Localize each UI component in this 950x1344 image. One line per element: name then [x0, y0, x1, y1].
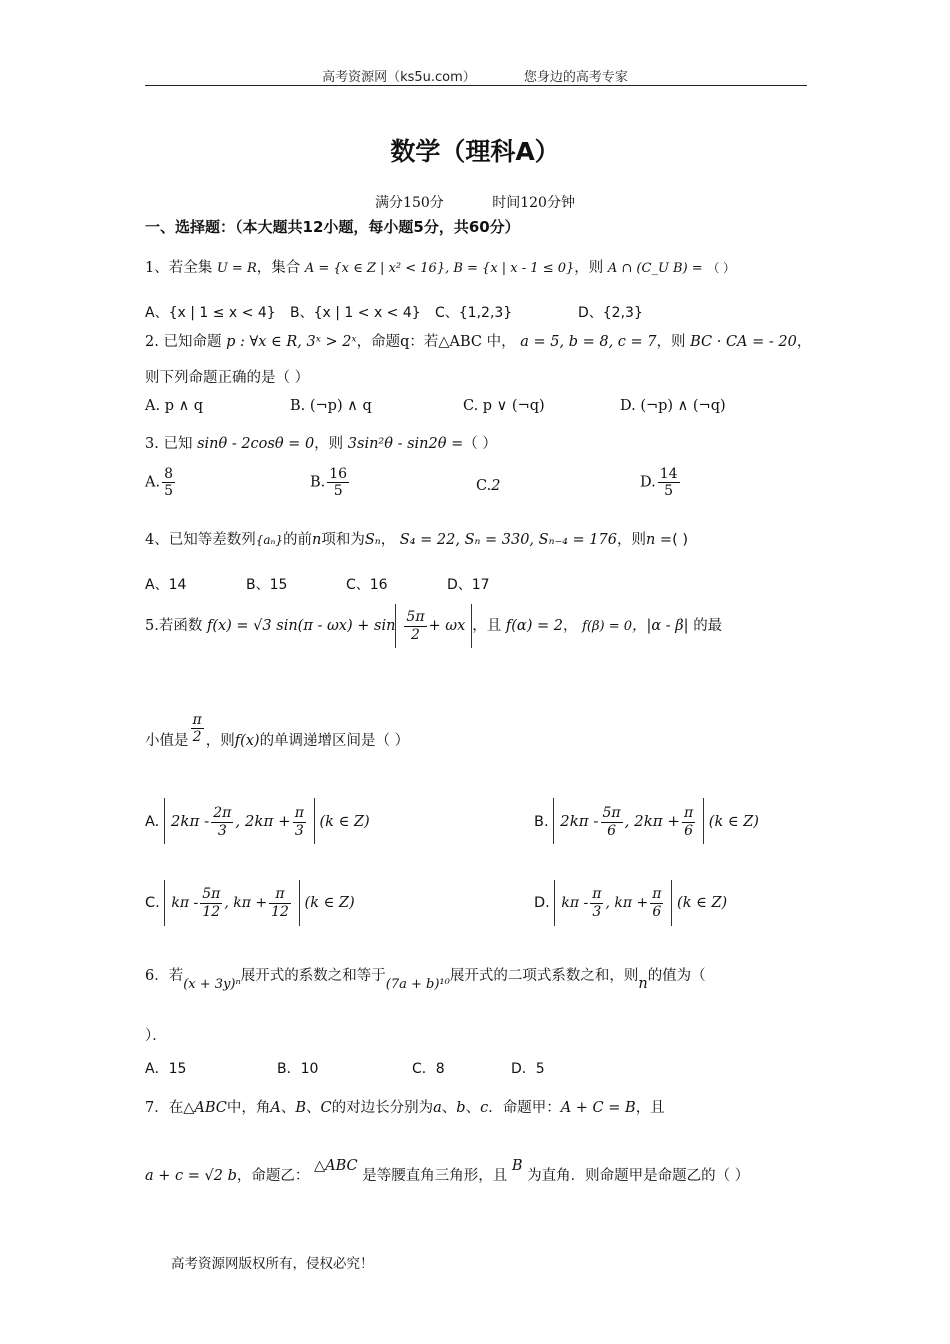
section-title: 一、选择题：（本大题共12小题，每小题5分，共60分） [145, 218, 520, 236]
q5-line2-end: 的单调递增区间是（ ） [259, 733, 410, 750]
q7-end: ，且 [635, 1100, 665, 1116]
question-3 [145, 432, 497, 453]
q1-option-b[interactable]: B、{x | 1 < x < 4} [290, 305, 421, 321]
q5-line2-mid: ，则 [205, 733, 235, 750]
q3-option-b[interactable] [310, 466, 351, 499]
q6-expansion-1: (x + 3y)ⁿ [183, 977, 241, 992]
q6-mid: 展开式的系数之和等于 [240, 968, 386, 984]
q3-answer-paren: （ ） [463, 436, 497, 452]
q7-line2-b: B [511, 1158, 523, 1174]
q7-mid: 中，角 [226, 1100, 271, 1116]
page-header [0, 66, 950, 85]
q2-option-c[interactable]: C. p ∨ (¬q) [463, 398, 545, 414]
q6-lead: 6．若 [145, 968, 184, 984]
q5-condition-3: ，|α - β| [632, 618, 689, 634]
q1-option-d[interactable]: D、{2,3} [578, 305, 643, 321]
q4-comma: ， [380, 532, 396, 548]
header-site: 高考资源网（ks5u.com） [322, 70, 476, 85]
q6-option-a[interactable]: A．15 [145, 1061, 187, 1077]
q4-mid: 的前 [283, 532, 313, 548]
q5-option-a-interval: 2kπ - $\frac{2\pi}{3}$ , 2kπ + $\frac{\pi}{3}$ [164, 798, 315, 844]
q7-mid2: 的对边长分别为 [331, 1100, 434, 1116]
q2-proposition-q: q：若△ABC 中， [400, 334, 516, 350]
q5-pi-half: $\frac{\pi}{2}$ [192, 712, 202, 746]
q7-angle-b: B [295, 1100, 307, 1116]
q7-angle-a: A [270, 1100, 281, 1116]
q6-end: 的值为（ [647, 968, 706, 984]
q7-side-c: c [480, 1100, 489, 1116]
q7-sep-4: 、 [465, 1100, 481, 1116]
q5-option-a-label: A. [145, 814, 160, 830]
q6-option-c[interactable]: C．8 [412, 1061, 445, 1077]
q7-line-2 [145, 1158, 749, 1185]
q3-option-c-label: C. [476, 478, 492, 494]
q4-sn: Sₙ [364, 532, 381, 548]
page-title: 数学（理科A） [390, 137, 560, 166]
q5-option-a-cond: (k ∈ Z) [319, 814, 370, 830]
q2-vector-product: BC · CA = - 20 [690, 334, 797, 350]
q5-comma: ， [562, 618, 578, 634]
q2-side-values: a = 5, b = 8, c = 7 [520, 334, 657, 350]
q3-option-c-value: 2 [491, 478, 501, 494]
q2-end: ， [796, 334, 812, 350]
q6-expansion-2: (7a + b)¹⁰ [385, 977, 450, 992]
q2-option-b[interactable]: B. (¬p) ∧ q [290, 398, 372, 414]
q5-condition-2: f(β) = 0 [582, 619, 632, 634]
q5-paren-group: $\frac{5\pi}{2}$ + ωx [395, 604, 472, 648]
q5-end: 的最 [693, 618, 723, 634]
q4-option-d[interactable]: D、17 [447, 577, 490, 593]
q2-option-d[interactable]: D. (¬p) ∧ (¬q) [620, 398, 726, 414]
q5-option-b-interval: 2kπ - $\frac{5\pi}{6}$ , 2kπ + $\frac{\pi}{6}$ [553, 798, 704, 844]
page-footer: 高考资源网版权所有，侵权必究！ [171, 1256, 374, 1272]
q6-n: n [638, 976, 648, 992]
q5-option-b[interactable] [534, 798, 759, 845]
q3-expression: 3sin²θ - sin2θ = [347, 436, 464, 452]
q5-option-c[interactable] [145, 880, 355, 926]
q7-line2-expr: a + c = √2 b [145, 1168, 237, 1184]
q4-sequence: {aₙ} [255, 533, 284, 547]
q1-option-c[interactable]: C、{1,2,3} [435, 305, 513, 321]
q3-lead: 3. 已知 [145, 436, 193, 452]
q5-option-b-cond: (k ∈ Z) [708, 814, 759, 830]
q5-condition-1: f(α) = 2 [505, 618, 563, 634]
q6-line-2: ）． [145, 1028, 167, 1044]
q7-sep-1: 、 [280, 1100, 296, 1116]
q5-line2-lead: 小值是 [145, 733, 189, 750]
question-6 [145, 964, 706, 992]
q4-answer-paren: ( ) [672, 532, 689, 548]
q5-line2-fx: f(x) [234, 733, 260, 750]
question-2 [145, 330, 811, 351]
q1-then: ，则 [574, 260, 604, 276]
q4-option-c[interactable]: C、16 [346, 577, 388, 593]
q5-option-d-label: D. [534, 895, 550, 911]
q7-proposition-jia: A + C = B [560, 1100, 636, 1116]
q3-mid: ，则 [314, 436, 344, 452]
q2-option-a[interactable]: A. p ∧ q [145, 398, 204, 414]
full-score: 满分150分 [375, 195, 444, 211]
q5-line-2 [145, 712, 409, 763]
q4-n: n [312, 532, 322, 548]
q7-mid3: ．命题甲： [488, 1100, 561, 1116]
q3-option-b-fraction: $\frac{16}{5}$ [329, 466, 348, 500]
q5-option-a[interactable] [145, 798, 370, 845]
q7-side-b: b [456, 1100, 466, 1116]
q3-option-d[interactable] [640, 466, 682, 499]
question-1 [145, 256, 735, 277]
q1-expression: A ∩ (C_U B) = [607, 261, 703, 276]
q1-mid: ，集合 [256, 260, 301, 276]
q4-ask: n = [645, 532, 673, 548]
q5-option-c-interval: kπ - $\frac{5\pi}{12}$ , kπ + $\frac{\pi}{12}$ [164, 880, 300, 926]
header-rule [145, 85, 807, 86]
q5-function: f(x) = √3 sin(π - ωx) + sin [206, 618, 396, 634]
q7-side-a: a [433, 1100, 442, 1116]
q1-sets: A = {x ∈ Z | x² < 16}, B = {x | x - 1 ≤ 0} [304, 261, 575, 276]
q2-proposition-p: p : ∀x ∈ R, 3ˣ > 2ˣ [226, 334, 357, 350]
q7-sep-3: 、 [441, 1100, 457, 1116]
q7-angle-c: C [320, 1100, 332, 1116]
q3-option-b-label: B. [310, 474, 326, 491]
q3-option-a-label: A. [145, 474, 161, 491]
q7-sep-2: 、 [306, 1100, 321, 1116]
q3-option-d-label: D. [640, 474, 656, 491]
q4-then: ，则 [616, 532, 646, 548]
q4-lead: 4、已知等差数列 [145, 532, 256, 548]
q2-lead: 2. 已知命题 [145, 334, 222, 350]
q5-option-c-label: C. [145, 895, 160, 911]
question-7 [145, 1096, 665, 1117]
q7-line2-text: 是等腰直角三角形，且 [362, 1168, 508, 1184]
q6-option-b[interactable]: B．10 [277, 1061, 319, 1077]
q7-line2-triangle: △ABC [313, 1158, 358, 1174]
q7-lead: 7．在 [145, 1100, 184, 1116]
q2-then: ，则 [656, 334, 686, 350]
question-5 [145, 604, 722, 649]
q6-mid2: 展开式的二项式系数之和，则 [449, 968, 639, 984]
question-4 [145, 528, 688, 549]
q2-mid: ，命题 [356, 334, 401, 350]
q7-triangle: △ABC [183, 1100, 227, 1116]
q4-option-a[interactable]: A、14 [145, 577, 187, 593]
q6-option-d[interactable]: D．5 [511, 1061, 545, 1077]
q4-option-b[interactable]: B、15 [246, 577, 288, 593]
q4-mid2: 项和为 [321, 532, 365, 548]
q5-mid: ，且 [472, 618, 502, 634]
q7-line2-end: 为直角．则命题甲是命题乙的（ ） [527, 1168, 750, 1184]
q5-lead: 5.若函数 [145, 618, 203, 634]
q1-option-a[interactable]: A、{x | 1 ≤ x < 4} [145, 305, 276, 321]
q3-option-c[interactable] [476, 478, 500, 494]
q5-option-d[interactable] [534, 880, 727, 926]
time-limit: 时间120分钟 [492, 195, 575, 211]
q1-answer-paren: （ ） [707, 261, 736, 275]
q7-line2-mid: ，命题乙： [236, 1168, 310, 1184]
q5-option-c-cond: (k ∈ Z) [304, 895, 355, 911]
q3-option-a[interactable] [145, 466, 177, 499]
q4-values: S₄ = 22, Sₙ = 330, Sₙ₋₄ = 176 [399, 532, 617, 548]
q3-condition: sinθ - 2cosθ = 0 [197, 436, 315, 452]
exam-meta [0, 192, 950, 212]
header-slogan: 您身边的高考专家 [523, 70, 628, 85]
q1-universal-set: U = R [216, 261, 257, 276]
q5-option-b-label: B. [534, 814, 549, 830]
q3-option-d-fraction: $\frac{14}{5}$ [659, 466, 678, 500]
q2-line-2: 则下列命题正确的是（ ） [145, 370, 310, 386]
q5-option-d-interval: kπ - $\frac{\pi}{3}$ , kπ + $\frac{\pi}{6}$ [554, 880, 672, 926]
q1-lead: 1、若全集 [145, 260, 213, 276]
q5-option-d-cond: (k ∈ Z) [677, 895, 728, 911]
q3-option-a-fraction: $\frac{8}{5}$ [164, 466, 174, 500]
